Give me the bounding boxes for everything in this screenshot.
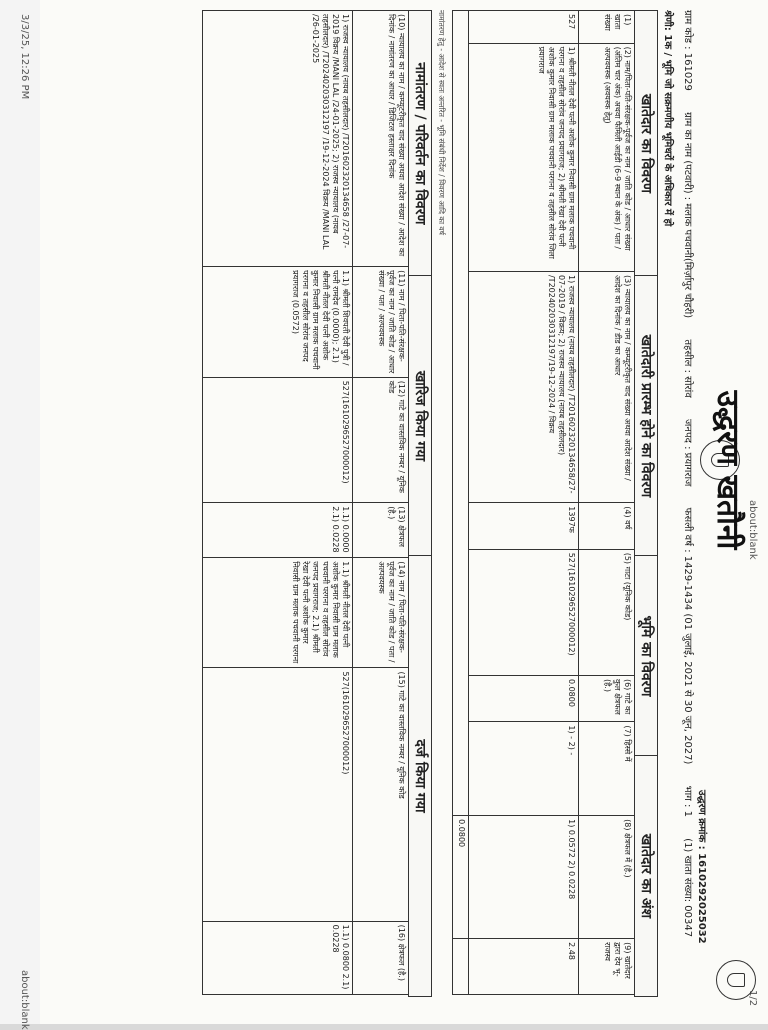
document-title: उद्धरण खतौनी — [710, 390, 745, 550]
col-header-16: (16) क्षेत्रफल (है.) — [353, 921, 409, 994]
kharij-area-cell: 1.1) 0.0000 2.1) 0.0228 — [203, 503, 353, 558]
section-bhumi: भूमि का विवरण — [634, 555, 658, 757]
section-darj: दर्ज किया गया — [408, 555, 432, 997]
section-arambh: खातेदारी प्रारम्भ होने का विवरण — [634, 275, 658, 557]
section-namantaran: नामांतरण / परिवर्तन का विवरण — [408, 10, 432, 277]
darj-area-cell: 1.1) 0.0800 2.1) 0.0228 — [203, 921, 353, 994]
col-header-9: (9) खातेदार द्वारा देय भू-राजस्व — [579, 939, 635, 995]
table-row — [203, 11, 353, 995]
print-timestamp: 3/3/25, 12:26 PM — [19, 14, 30, 100]
col-header-14: (14) नाम / पिता-पति-संरक्षक-पूर्वज का नाम / जाति कोड / पता / अल्पवयस्क — [353, 558, 409, 668]
section-ansh: खातेदार का अंश — [634, 755, 658, 997]
col-header-4: (4) वर्ष — [579, 503, 635, 549]
revenue-cell: 2.48 — [469, 939, 579, 995]
owners-cell: 1) श्रीमती नीतल देवी पत्नी अशोक कुमार निवासी ग्राम मलाक पचवानी परगना व तहसील सोरांव जनपद प्रयागराज; 2) श्रीमती रेखा देवी पत्नी अशोक कुमार निवासी ग्राम मलाक पचवानी परगना व तहसील सोरांव जिला प्रयागराज — [469, 43, 579, 271]
print-footer-url: about:blank — [19, 970, 30, 1030]
village-code: ग्राम कोड : 161029 — [682, 10, 693, 91]
khatedar-table — [452, 10, 635, 995]
col-header-11: (11) नाम / पिता-पति-संरक्षक-पूर्वज का नाम / जाति कोड / आधार संख्या / पता / अल्पवयस्क — [353, 267, 409, 378]
rotated-khatauni — [40, 0, 768, 1024]
col-header-3: (3) न्यायालय का नाम / कम्प्यूटरीकृत वाद संख्या अथवा आदेश संख्या / आदेश का दिनांक / डीड का आधार — [579, 271, 635, 502]
total-blank-cell — [453, 939, 469, 995]
col-header-1: (1) खाता संख्या — [579, 11, 635, 44]
ansh-area-cell: 1) 0.0572 2) 0.0228 — [469, 816, 579, 939]
col-header-15: (15) गाटे का वास्तविक नम्बर / यूनिक कोड — [353, 668, 409, 921]
area-cell: 0.0800 — [469, 675, 579, 721]
col-header-8: (8) क्षेत्रफल में (है.) — [579, 816, 635, 939]
fasli-year: फसली वर्ष : 1429-1434 (01 जुलाई, 2021 से 30 जून, 2027) — [682, 507, 693, 765]
table-row — [469, 11, 579, 995]
namantaran-table — [202, 10, 409, 995]
col-header-10: (10) न्यायालय का नाम / कम्प्यूटरीकृत वाद संख्या अथवा आदेश संख्या / आदेश का दिनांक / नामांतरण का आधार / डिजिटल हस्ताक्षर दिनांक — [353, 11, 409, 267]
kharij-gata-cell: 527(1610296527000012) — [203, 377, 353, 503]
col-header-13: (13) क्षेत्रफल (है.) — [353, 503, 409, 558]
col-header-6: (6) गाटे का कुल क्षेत्रफल (है.) — [579, 675, 635, 721]
district: जनपद : प्रयागराज — [682, 418, 693, 487]
khata-no-cell: 527 — [469, 11, 579, 44]
total-row — [453, 11, 469, 995]
section-kharij: खारिज किया गया — [408, 275, 432, 557]
kharij-name-cell: 1.1) श्रीमती शिवपती देवी पुत्री /पत्नी रामदेव (0.0000); 2.1) श्रीमती नीतल देवी पत्नी अशोक कुमार निवासी ग्राम मलाक पचवानी परगना व तहसील सोरांव जनपद प्रयागराज (0.0572) — [203, 267, 353, 378]
col-header-12: (12) गाटे का वास्तविक नम्बर / यूनिक कोड — [353, 377, 409, 503]
record-info-line — [682, 10, 696, 955]
namantaran-court-cell: 1) राजस्व न्यायालय (नायब तहसीलदार) /T201602320134658 /27-07-2019 विक्रय /MANI LAL /24-01-2025; 2) राजस्व न्यायालय (नायब तहसीलदार) /T202402030312197 /19-12-2024 विक्रय /MANI LAL /26-01-2025 — [203, 11, 353, 267]
footnote: नामांतरण हेतु - आदेश से स्वतः अन्तरित - भूमि संबंधी निर्देश / विवरण आदि का वर्ष — [437, 10, 446, 235]
land-category: श्रेणी: 1क / भूमि जो सक्रमणीय भूमिधरों के अधिकार में हो — [662, 10, 673, 227]
year-cell: 1397फ — [469, 503, 579, 549]
court-cell: 1) राजस्व न्यायालय (नायब तहसीलदार) /T201602320134658/27-07-2019 / विक्रय; 2) राजस्व न्यायालय (नायब तहसीलदार) /T202402030312197/19-12-2024 / विक्रय — [469, 271, 579, 502]
total-label-cell — [453, 11, 469, 816]
col-header-2: (2) नाम/पिता-पति-संरक्षक-पूर्वज का नाम / जाति कोड / आधार संख्या (अंतिम चार अंक) अथवा फैमिली आईडी (6-9 स्थान के अंक) / पता / अल्पवयस्क (अवयस्क हेतु) — [579, 43, 635, 271]
hissa-cell: 1) - 2) - — [469, 722, 579, 816]
serial-number: उद्धरण क्रमांक : 1610292025032 — [696, 790, 707, 944]
part-number: भाग : 1 — [682, 785, 693, 817]
darj-name-cell: 1.1) श्रीमती नीतल देवी पत्नी अशोक कुमार निवासी ग्राम मलाक पचवानी परगना व तहसील सोरांव जनपद प्रयागराज; 2.1) श्रीमती रेखा देवी पत्नी अशोक कुमार निवासी ग्राम मलाक पचवानी परगना — [203, 558, 353, 668]
khata-number: (1) खाता संख्या: 00347 — [682, 838, 693, 938]
browser-print-margin — [0, 0, 40, 1030]
col-header-5: (5) गाटा (यूनिक कोड) — [579, 549, 635, 675]
section-khatedar: खातेदार का विवरण — [634, 10, 658, 277]
col-header-7: (7) हिस्से में — [579, 722, 635, 816]
village-name: ग्राम का नाम (पटवारी) : मलाक पचवानी(मिर्ज़ापुर चौहरी) — [682, 112, 693, 319]
gata-cell: 527(1610296527000012) — [469, 549, 579, 675]
total-area-cell: 0.0800 — [453, 816, 469, 939]
darj-gata-cell: 527(1610296527000012) — [203, 668, 353, 921]
tehsil: तहसील : सोरांव — [682, 339, 693, 398]
print-page-count: 1/2 — [747, 990, 758, 1007]
print-page-name: about:blank — [747, 500, 758, 560]
document-page — [40, 0, 768, 1024]
up-emblem-right — [716, 960, 756, 1000]
